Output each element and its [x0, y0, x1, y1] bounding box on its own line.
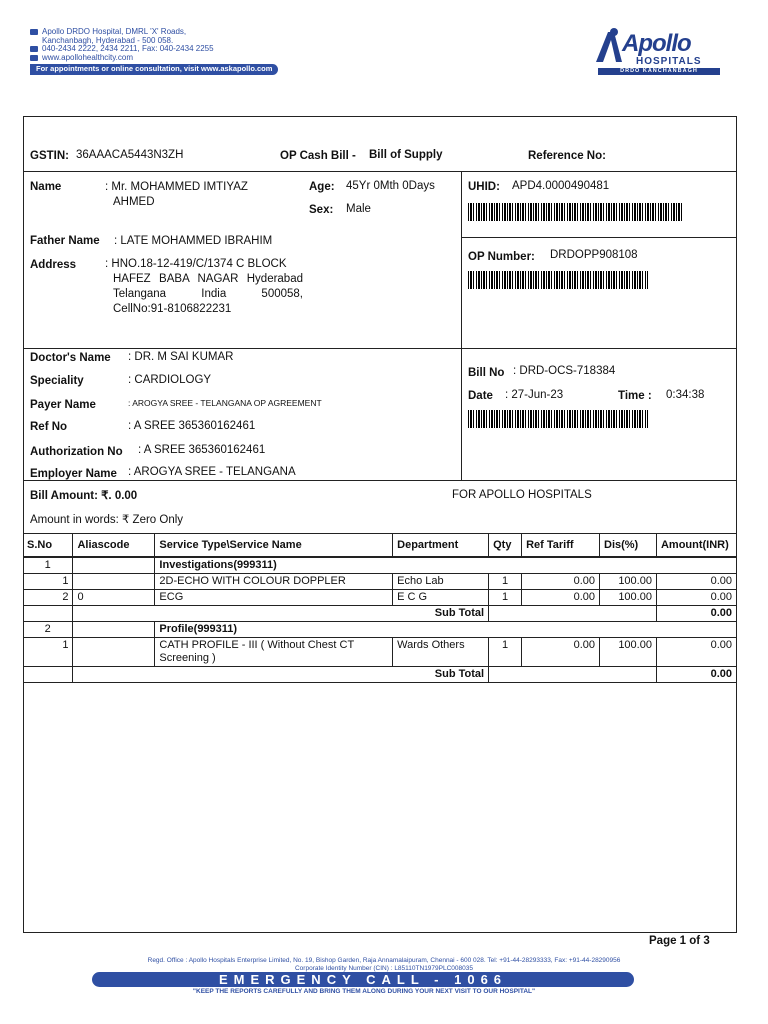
name-label: Name: [30, 181, 62, 193]
date-label: Date: [468, 390, 493, 402]
patient-name-line1: : Mr. MOHAMMED IMTIYAZ: [105, 181, 248, 193]
phone-line: 040-2434 2222, 2434 2211, Fax: 040-2434 2255: [42, 44, 214, 53]
row-tariff: 0.00: [522, 590, 600, 606]
emergency-banner: [92, 972, 634, 987]
row-dis: 100.00: [600, 574, 657, 590]
age-value: 45Yr 0Mth 0Days: [346, 180, 435, 192]
employer-value: : AROGYA SREE - TELANGANA: [128, 466, 296, 478]
bill-barcode: [468, 410, 648, 428]
col-dis: Dis(%): [600, 534, 657, 558]
address-line: : HNO.18-12-419/C/1374 C BLOCK: [105, 258, 287, 270]
col-department: Department: [393, 534, 489, 558]
ref-no-value: : A SREE 365360162461: [128, 420, 256, 432]
row-alias: [73, 574, 155, 590]
page-number: Page 1 of 3: [649, 935, 710, 947]
payer-value: : AROGYA SREE - TELANGANA OP AGREEMENT: [128, 398, 322, 408]
employer-label: Employer Name: [30, 468, 117, 480]
date-value: : 27-Jun-23: [505, 389, 564, 401]
emergency-text: EMERGENCY CALL - 1066: [218, 972, 508, 987]
row-dis: 100.00: [600, 590, 657, 606]
uhid-barcode: [468, 203, 684, 221]
op-number-barcode: [468, 271, 648, 289]
patient-name-line2: AHMED: [113, 196, 155, 208]
table-row: [23, 590, 737, 606]
sex-value: Male: [346, 203, 371, 215]
row-tariff: 0.00: [522, 638, 600, 667]
row-amount: 0.00: [656, 638, 736, 667]
row-sno: 2: [23, 590, 73, 606]
address-line: HAFEZ BABA NAGAR Hyderabad: [113, 273, 303, 285]
bill-frame: [23, 116, 737, 933]
speciality-label: Speciality: [30, 375, 84, 387]
op-cash-bill: OP Cash Bill -: [280, 150, 356, 162]
address-line-2: Kanchanbagh, Hyderabad - 500 058.: [42, 35, 174, 45]
phone-icon: [30, 46, 38, 52]
row-sno: 1: [23, 574, 73, 590]
col-qty: Qty: [489, 534, 522, 558]
bill-no-value: : DRD-OCS-718384: [513, 365, 616, 377]
table-header-row: [23, 534, 737, 558]
op-number-value: DRDOPP908108: [550, 249, 638, 261]
row-service-line1: CATH PROFILE - III ( Without Chest CT: [159, 639, 355, 651]
website-line: www.apollohealthcity.com: [42, 52, 134, 62]
time-label: Time :: [618, 390, 652, 402]
authorization-label: Authorization No: [30, 446, 123, 458]
patient-address: [105, 257, 303, 317]
logo-branch: DRDO KANCHANBAGH: [598, 68, 720, 75]
group-name: Investigations(999311): [155, 557, 737, 574]
address-line-1: Apollo DRDO Hospital, DMRL 'X' Roads,: [42, 27, 187, 36]
web-icon: [30, 55, 38, 61]
address-line: Telangana India 500058,: [113, 288, 303, 300]
row-amount: 0.00: [656, 590, 736, 606]
apollo-logo: [592, 24, 720, 76]
registered-office: [30, 957, 738, 973]
age-label: Age:: [309, 181, 335, 193]
uhid-value: APD4.0000490481: [512, 180, 610, 192]
hospital-contact-block: [30, 28, 390, 75]
group-name: Profile(999311): [155, 622, 737, 638]
col-amount: Amount(INR): [656, 534, 736, 558]
regd-line: Regd. Office : Apollo Hospitals Enterprise Limited, No. 19, Bishop Garden, Raja Annamalaipuram, Chennai - 600 028. Tel: +91-44-28293333, Fax: +91-44-28290956: [147, 957, 621, 964]
address-label: Address: [30, 259, 77, 271]
col-ref-tariff: Ref Tariff: [522, 534, 600, 558]
reference-label: Reference No:: [528, 150, 606, 162]
ref-no-label: Ref No: [30, 421, 68, 433]
payer-label: Payer Name: [30, 399, 96, 411]
row-alias: 0: [73, 590, 155, 606]
amount-in-words: Amount in words: ₹ Zero Only: [30, 514, 184, 526]
logo-text: Apollo: [622, 30, 691, 57]
op-number-label: OP Number:: [468, 251, 535, 263]
group-row: [23, 557, 737, 574]
logo-subtext: HOSPITALS: [636, 56, 702, 67]
gstin-label: GSTIN:: [30, 150, 69, 162]
row-amount: 0.00: [656, 574, 736, 590]
subtotal-row: [23, 606, 737, 622]
group-sno: 2: [23, 622, 73, 638]
row-qty: 1: [489, 638, 522, 667]
row-dept: E C G: [393, 590, 489, 606]
col-service: Service Type\Service Name: [155, 534, 393, 558]
row-alias: [73, 638, 155, 667]
address-line: CellNo:91-8106822231: [113, 303, 232, 315]
subtotal-label: Sub Total: [73, 606, 489, 622]
footer-note: "KEEP THE REPORTS CAREFULLY AND BRING THEM ALONG DURING YOUR NEXT VISIT TO OUR HOSPITAL": [192, 988, 536, 995]
bill-amount: Bill Amount: ₹. 0.00: [30, 490, 138, 502]
apollo-mark-icon: [592, 26, 626, 66]
col-sno: S.No: [23, 534, 73, 558]
row-tariff: 0.00: [522, 574, 600, 590]
row-dis: 100.00: [600, 638, 657, 667]
subtotal-value: 0.00: [656, 606, 736, 622]
subtotal-value: 0.00: [656, 667, 736, 683]
authorization-value: : A SREE 365360162461: [138, 444, 266, 456]
uhid-label: UHID:: [468, 181, 500, 193]
table-row: [23, 638, 737, 667]
location-icon: [30, 29, 38, 35]
row-service: 2D-ECHO WITH COLOUR DOPPLER: [155, 574, 393, 590]
row-qty: 1: [489, 574, 522, 590]
row-dept: Echo Lab: [393, 574, 489, 590]
row-sno: 1: [23, 638, 73, 667]
doctor-label: Doctor's Name: [30, 352, 111, 364]
gstin-value: 36AAACA5443N3ZH: [76, 149, 184, 161]
col-aliascode: Aliascode: [73, 534, 155, 558]
appointment-banner: For appointments or online consultation, visit www.askapollo.com: [30, 64, 278, 75]
father-name-label: Father Name: [30, 235, 100, 247]
bill-no-label: Bill No: [468, 367, 505, 379]
row-service: [155, 638, 393, 667]
subtotal-label: Sub Total: [73, 667, 489, 683]
bill-of-supply: Bill of Supply: [369, 149, 443, 161]
speciality-value: : CARDIOLOGY: [128, 374, 212, 386]
for-apollo: FOR APOLLO HOSPITALS: [452, 489, 592, 501]
row-service: ECG: [155, 590, 393, 606]
table-row: [23, 574, 737, 590]
group-row: [23, 622, 737, 638]
cin-line: Corporate Identity Number (CIN) : L85110TN1979PLC008035: [294, 965, 473, 972]
group-sno: 1: [23, 557, 73, 574]
sex-label: Sex:: [309, 204, 334, 216]
row-service-line2: Screening ): [159, 652, 216, 664]
row-dept: Wards Others: [393, 638, 489, 667]
row-qty: 1: [489, 590, 522, 606]
subtotal-row: [23, 667, 737, 683]
services-table: [23, 533, 737, 683]
time-value: 0:34:38: [666, 389, 705, 401]
doctor-value: : DR. M SAI KUMAR: [128, 351, 234, 363]
father-name-value: : LATE MOHAMMED IBRAHIM: [114, 235, 273, 247]
